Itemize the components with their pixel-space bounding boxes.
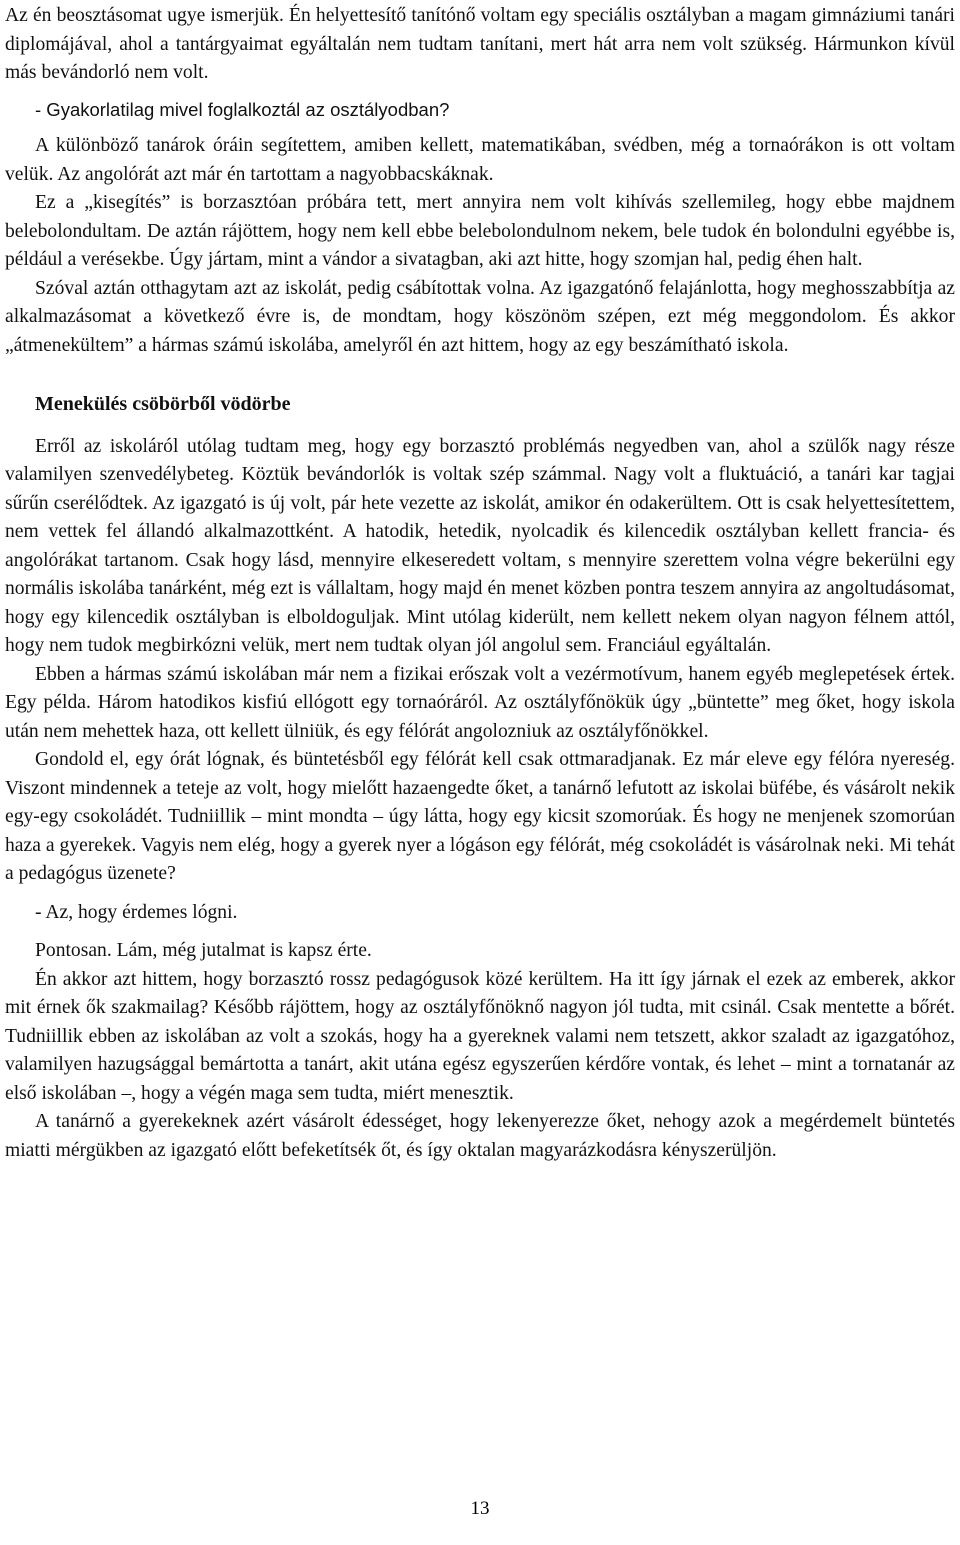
paragraph-4: Szóval aztán otthagytam azt az iskolát, pedig csábítottak volna. Az igazgatónő felajánlotta, hogy meghosszabbítja az alkalmazásomat a következő évre is, de mondtam, hogy köszönöm szépen, ezt még meggondolom. És akkor „átmenekültem” a hármas számú iskolába, amelyről én azt hittem, hogy az egy beszámítható iskola.	[5, 277, 955, 356]
document-page	[5, 0, 955, 1165]
paragraph-7: Gondold el, egy órát lógnak, és büntetésből egy félórát kell csak ottmaradjanak. Ez már eleve egy félóra nyereség. Viszont mindennek a teteje az volt, hogy mielőtt hazaengedte őket, a tanárnő lefutott az iskolai büfébe, és vásárolt nekik egy-egy csokoládét. Tudniillik – mint mondta – úgy látta, hogy egy kicsit szomorúak. És hogy ne menjenek szomorúan haza a gyerekek. Vagyis nem elég, hogy a gyerek nyer a lógáson egy félórát, még csokoládét is vásárolnak neki. Mi tehát a pedagógus üzenete?	[5, 749, 955, 884]
paragraph-10: A tanárnő a gyerekeknek azért vásárolt édességet, hogy lekenyerezze őket, nehogy azok a megérdemelt büntetés miatti mérgükben az igazgató előtt befeketítsék őt, és így oktalan magyarázkodásra kényszerüljön.	[5, 1111, 955, 1161]
interview-answer: - Az, hogy érdemes lógni.	[35, 901, 238, 923]
paragraph-2: A különböző tanárok óráin segítettem, amiben kellett, matematikában, svédben, még a tornaórákon is ott voltam velük. Az angolórát azt már én tartottam a nagyobbacskáknak.	[5, 135, 955, 185]
paragraph-5: Erről az iskoláról utólag tudtam meg, hogy egy borzasztó problémás negyedben van, ahol a szülők nagy része valamilyen szenvedélybeteg. Köztük bevándorlók is voltak szép számmal. Nagy volt a fluktuáció, a tanári kar tagjai sűrűn cserélődtek. Az igazgató is új volt, pár hete vezette az iskolát, amikor én odakerültem. Ott is csak helyettesítettem, nem vettek fel állandó alkalmazottként. A hatodik, hetedik, nyolcadik és kilencedik osztályban kellett francia- és angolórákat tartanom. Csak hogy lásd, mennyire elkeseredett voltam, s mennyire szerettem volna végre bekerülni egy normális iskolába tanárként, még ezt is vállaltam, hogy majd én menet közben pontra teszem annyira az angoltudásomat, hogy egy kilencedik osztályban is elboldoguljak. Mint utólag kiderült, nem kellett nekem olyan nagyon félnem attól, hogy nem tudok megbirkózni velük, mert nem tudtak olyan jól angolul sem. Franciául egyáltalán.	[5, 435, 955, 656]
section-heading: Menekülés csöbörből vödörbe	[35, 393, 291, 415]
paragraph-1: Az én beosztásomat ugye ismerjük. Én helyettesítő tanítónő voltam egy speciális osztályban a magam gimnáziumi tanári diplomájával, ahol a tantárgyaimat egyáltalán nem tudtam tanítani, mert hát arra nem volt szükség. Hármunkon kívül más bevándorló nem volt.	[5, 5, 955, 83]
paragraph-3: Ez a „kisegítés” is borzasztóan próbára tett, mert annyira nem volt kihívás szellemileg, hogy ebbe majdnem belebolondultam. De aztán rájöttem, hogy nem kell ebbe belebolondulnom nekem, bele tudok én bolondulni egyébbe is, például a verésekbe. Úgy jártam, mint a vándor a sivatagban, aki azt hitte, hogy szomjan hal, pedig éhen halt.	[5, 192, 955, 270]
paragraph-8: Pontosan. Lám, még jutalmat is kapsz érte.	[35, 940, 372, 961]
interview-question-1: - Gyakorlatilag mivel foglalkoztál az osztályodban?	[35, 98, 450, 120]
paragraph-6: Ebben a hármas számú iskolában már nem a fizikai erőszak volt a vezérmotívum, hanem egyéb meglepetések értek. Egy példa. Három hatodikos kisfiú ellógott egy tornaóráról. Az osztályfőnökük úgy „büntette” meg őket, hogy iskola után nem mehettek haza, ott kellett ülniük, és egy félórát angolozniuk az osztályfőnökkel.	[5, 663, 955, 742]
paragraph-9: Én akkor azt hittem, hogy borzasztó rossz pedagógusok közé kerültem. Ha itt így járnak el ezek az emberek, akkor mit érnek ők szakmailag? Később rájöttem, hogy az osztályfőnöknő nagyon jól tudta, mit csinál. Csak mentette a bőrét. Tudniillik ebben az iskolában az volt a szokás, hogy ha a gyereknek valami nem tetszett, akkor szaladt az igazgatóhoz, valamilyen hazugsággal bemártotta a tanárt, akit utána egész egyszerűen kérdőre vontak, és lehet – mint a tornatanár az első iskolában –, hogy a végén maga sem tudta, miért menesztik.	[5, 968, 955, 1104]
page-number: 13	[470, 1498, 490, 1519]
